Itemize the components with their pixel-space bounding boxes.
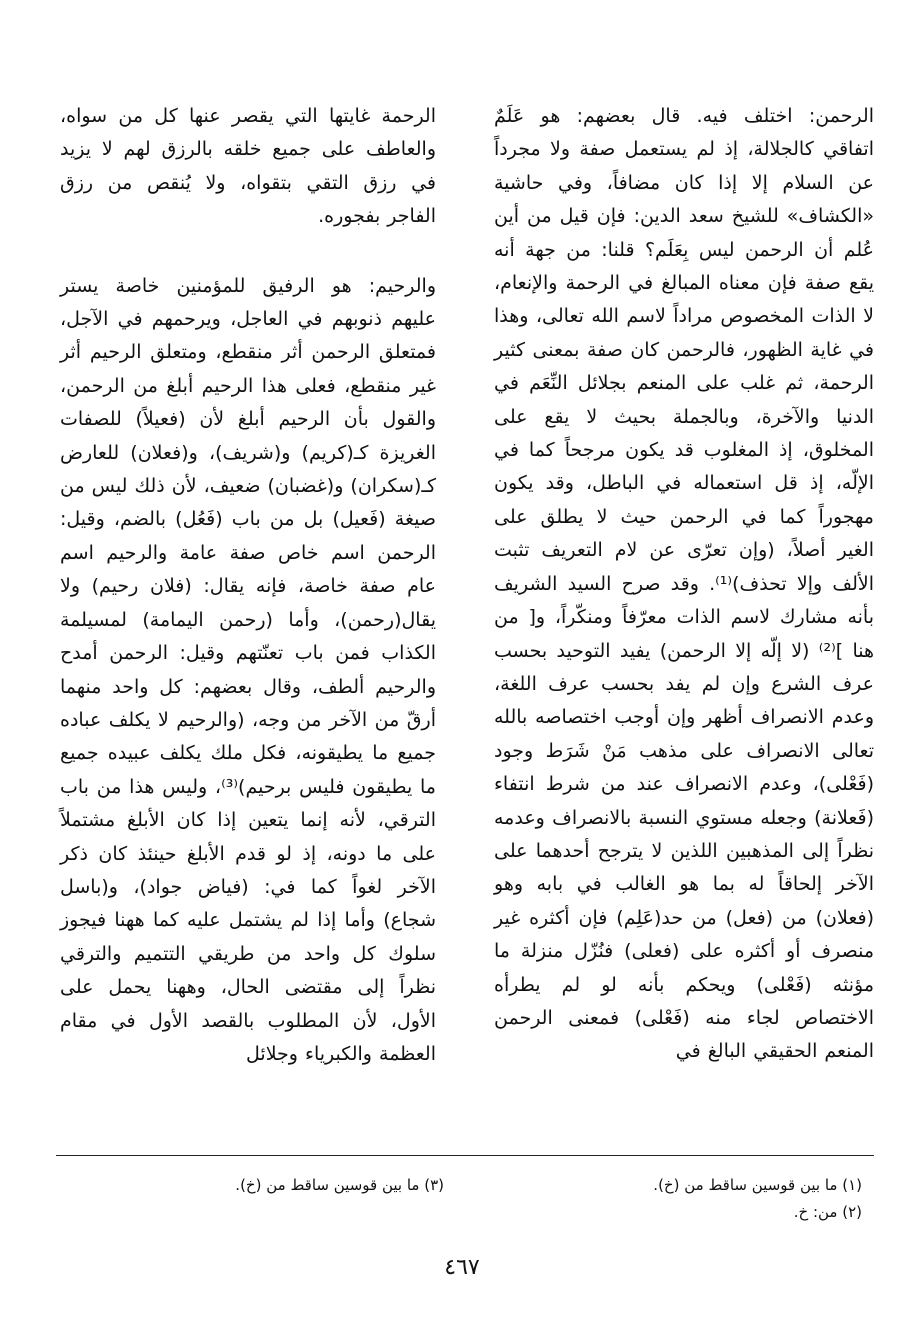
- footnote-divider: [56, 1155, 874, 1156]
- left-paragraph-2: والرحيم: هو الرفيق للمؤمنين خاصة يستر عليهم ذنوبهم في العاجل، ويرحمهم في الآجل، فمتعلق الرحمن أثر منقطع، ومتعلق الرحيم أثر غير منقطع، فعلى هذا الرحيم أبلغ من الرحمن، والقول بأن الرحيم أبلغ لأن (فعيلاً) للصفات الغريزة كـ(كريم) و(شريف)، و(فعلان) للعارض كـ(سكران) و(غضبان) ضعيف، لأن ذلك ليس من صيغة (فَعيل) بل من باب (فَعُل) بالضم، وقيل: الرحمن اسم خاص صفة عامة والرحيم اسم عام صفة خاصة، فإنه يقال: (فلان رحيم) ولا يقال(رحمن)، وأما (رحمن اليمامة) لمسيلمة الكذاب فمن باب تعنّتهم وقيل: الرحمن أمدح والرحيم ألطف، وقال بعضهم: كل واحد منهما أرقّ من الآخر من وجه، (والرحيم لا يكلف عباده جميع ما يطيقونه، فكل ملك يكلف عبيده جميع ما يطيقون فليس برحيم)⁽³⁾، وليس هذا من باب الترقي، لأنه إنما يتعين إذا كان الأبلغ مشتملاً على ما دونه، إذ لو قدم الأبلغ حينئذ كان ذكر الآخر لغواً كما في: (فياض جواد)، و(باسل شجاع) وأما إذا لم يشتمل عليه كما ههنا فيجوز سلوك كل واحد من طريقي التتميم والترقي نظراً إلى مقتضى الحال، وههنا يحمل على الأول، لأن المطلوب بالقصد الأول في مقام العظمة والكبرياء وجلائل: [60, 274, 436, 1065]
- footnote-3: (٣) ما بين قوسين ساقط من (خ).: [235, 1176, 444, 1194]
- page-number: ٤٦٧: [444, 1255, 480, 1280]
- left-text-column: [60, 100, 436, 1071]
- right-paragraph-1: الرحمن: اختلف فيه. قال بعضهم: هو عَلَمٌ اتفاقي كالجلالة، إذ لم يستعمل صفة ولا مجرداً عن السلام إلا إذا كان مضافاً، وفي حاشية «الكشاف» للشيخ سعد الدين: فإن قيل من أين عُلم أن الرحمن ليس بِعَلَم؟ قلنا: من جهة أنه يقع صفة فإن معناه المبالغ في الرحمة والإنعام، لا الذات المخصوص مراداً لاسم الله تعالى، وهذا في غاية الظهور، فالرحمن كان صفة بمعنى كثير الرحمة، ثم غلب على المنعم بجلائل النِّعَم في الدنيا والآخرة، وبالجملة بحيث لا يقع على المخلوق، إذ المغلوب قد يكون مرجحاً كما في الإلّه، إذ قل استعماله في الباطل، وقد يكون مهجوراً كما في الرحمن حيث لا يطلق على الغير أصلاً، (وإن تعرّى عن لام التعريف تثبت الألف وإلا تحذف)⁽¹⁾. وقد صرح السيد الشريف بأنه مشارك لاسم الذات معرّفاً ومنكّراً، و[ من هنا ]⁽²⁾ (لا إلّه إلا الرحمن) يفيد التوحيد بحسب عرف الشرع وإن لم يفد بحسب عرف اللغة، وعدم الانصراف أظهر وإن أوجب اختصاصه بالله تعالى الانصراف على مذهب مَنْ شَرَط وجود (فَعْلى)، وعدم الانصراف عند من شرط انتفاء (فَعلانة) وجعله مستوي النسبة بالانصراف وعدمه نظراً إلى المذهبين اللذين لا يترجح أحدهما على الآخر إلحاقاً له بما هو الغالب في بابه وهو (فعلان) من (فعل) من حد(عَلِم) فإن أكثره غير منصرف أو أكثره على (فعلى) فنُزّل منزلة ما مؤنثه (فَعْلى) ويحكم بأنه لو لم يطرأه الاختصاص لجاء منه (فَعْلى) فمعنى الرحمن المنعم الحقيقي البالغ في: [494, 105, 874, 1063]
- right-text-column: [494, 100, 874, 1069]
- footnotes-right: [482, 1172, 862, 1226]
- footnote-1: (١) ما بين قوسين ساقط من (خ).: [653, 1176, 862, 1194]
- footnotes-left: [64, 1172, 444, 1199]
- footnote-2: (٢) من: خ.: [793, 1203, 862, 1221]
- left-paragraph-1: الرحمة غايتها التي يقصر عنها كل من سواه، والعاطف على جميع خلقه بالرزق لهم لا يزيد في رزق التقي بتقواه، ولا يُنقص من رزق الفاجر بفجوره.: [60, 105, 436, 228]
